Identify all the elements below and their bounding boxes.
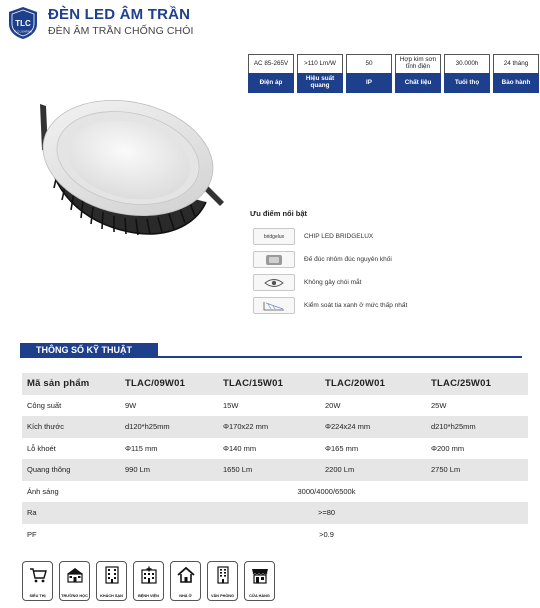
table-cell: d120*h25mm [125,416,223,438]
app-school [59,561,90,601]
spec-label: Chất liệu [395,73,441,93]
table-row [22,481,528,503]
feature-item [253,248,407,271]
bridgelux-logo-icon [253,228,295,245]
table-header-cell: TLAC/20W01 [325,373,431,395]
app-supermarket [22,561,53,601]
table-header-cell: TLAC/09W01 [125,373,223,395]
table-row [22,395,528,417]
hotel-icon [102,565,122,585]
table-cell: 3000/4000/6500k [297,486,356,496]
spec-value: 30.000h [444,54,490,73]
spec-label: Bảo hành [493,73,539,93]
feature-item [253,225,407,248]
page-title: ĐÈN LED ÂM TRẦN [48,6,191,23]
table-cell: 1650 Lm [223,459,325,481]
app-label: TRƯỜNG HỌC [61,594,88,598]
table-cell: Φ115 mm [125,443,158,453]
table-cell: Lỗ khoét [27,443,56,453]
table-cell: Φ165 mm [325,443,359,453]
table-cell: Φ200 mm [431,443,465,453]
app-label: VĂN PHÒNG [211,594,234,598]
app-house [170,561,201,601]
product-image [28,92,228,242]
feature-text: CHIP LED BRIDGELUX [304,233,374,240]
spec-table [22,373,528,545]
spec-warranty [493,54,539,93]
feature-text: Kiểm soát tia xanh ở mức thấp nhất [304,302,408,309]
hospital-icon [139,565,159,585]
app-hotel [96,561,127,601]
app-label: KHÁCH SẠN [100,594,123,598]
table-header-cell: Mã sản phẩm [22,373,125,395]
table-cell: 990 Lm [125,459,223,481]
table-cell: Kích thước [22,416,125,438]
table-header-cell: TLAC/15W01 [223,373,325,395]
spec-material [395,54,441,93]
app-label: SIÊU THỊ [29,594,46,598]
house-icon [176,565,196,585]
table-cell: >0.9 [319,529,334,539]
spec-value: 50 [346,54,392,73]
table-cell: 20W [325,400,341,410]
spec-lifetime [444,54,490,93]
spec-label: Điện áp [248,73,294,93]
table-row [22,524,528,546]
feature-item [253,271,407,294]
table-cell: Quang thông [22,459,125,481]
spec-label: Tuổi thọ [444,73,490,93]
table-cell: 15W [223,400,239,410]
app-label: CỬA HÀNG [249,594,270,598]
spec-efficiency [297,54,343,93]
table-cell: Công suất [27,400,62,410]
spec-label: IP [346,73,392,93]
features-title: Ưu điểm nổi bật [250,209,308,218]
page-subtitle: ĐÈN ÂM TRẦN CHỐNG CHÓI [48,25,194,37]
table-cell: Φ224x24 mm [325,416,431,438]
store-icon [250,565,270,585]
spec-boxes [248,54,539,93]
spec-value: Hợp kim sơn tĩnh điện [395,54,441,73]
feature-item [253,294,407,317]
table-cell: d210*h25mm [431,416,528,438]
feature-text: Không gây chói mắt [304,279,362,286]
table-cell: Φ140 mm [223,443,257,453]
spec-label: Hiệu suất quang [297,73,343,93]
table-header-row [22,373,528,395]
app-office [207,561,238,601]
table-cell: Ra [22,502,125,524]
table-cell: Φ170x22 mm [223,416,325,438]
table-cell: >=80 [125,502,528,524]
office-icon [213,565,233,585]
section-title: THÔNG SỐ KỸ THUẬT [20,343,158,357]
spec-value: AC 85-265V [248,54,294,73]
icon-text: bridgelux [263,233,285,240]
table-cell: 2750 Lm [431,459,528,481]
table-row [22,502,528,524]
blue-light-control-icon [253,297,295,314]
spec-section-header [20,343,522,358]
table-row [22,459,528,481]
table-cell: PF [27,529,37,539]
app-label: NHÀ Ở [179,594,192,598]
table-cell: 2200 Lm [325,459,431,481]
feature-text: Đế đúc nhôm đúc nguyên khối [304,256,392,263]
table-row [22,438,528,460]
table-cell: 9W [125,400,137,410]
table-cell: Ánh sáng [27,486,59,496]
table-cell: 25W [431,400,447,410]
school-icon [65,565,85,585]
features-list [253,225,407,317]
supermarket-icon [28,565,48,585]
spec-voltage [248,54,294,93]
aluminum-housing-icon [253,251,295,268]
applications [22,561,275,601]
logo-text: TLC [15,19,31,28]
table-header-cell: TLAC/25W01 [431,373,528,395]
app-label: BỆNH VIỆN [138,594,159,598]
logo-subtext: TLC LIGHTING [14,30,32,34]
anti-glare-eye-icon [253,274,295,291]
app-store [244,561,275,601]
spec-value: 24 tháng [493,54,539,73]
spec-value: >110 Lm/W [297,54,343,73]
table-row [22,416,528,438]
spec-ip [346,54,392,93]
app-hospital [133,561,164,601]
tlc-logo [6,6,40,40]
